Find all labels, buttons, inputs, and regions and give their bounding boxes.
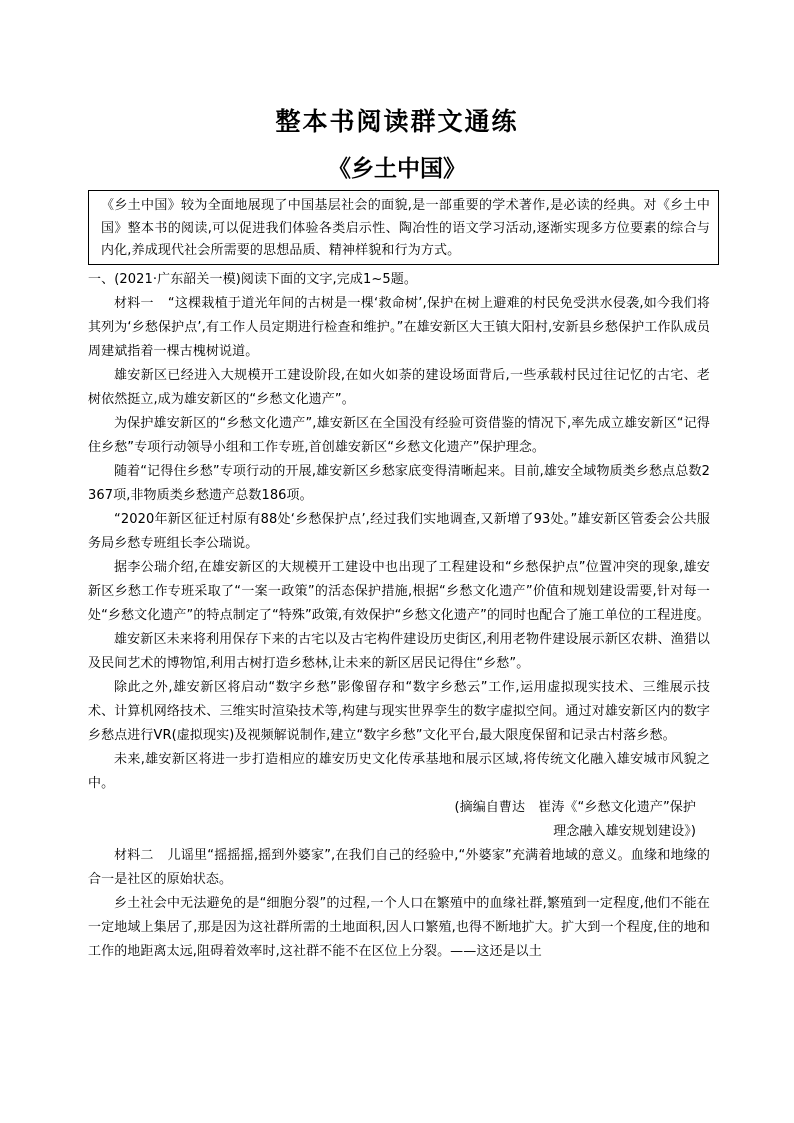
material1-paragraph-4: 随着“记得住乡愁”专项行动的开展,雄安新区乡愁家底变得清晰起来。目前,雄安全域物质类乡愁点总数2 367项,非物质类乡愁遗产总数186项。 — [88, 464, 710, 503]
material1-paragraph-6: 据李公瑞介绍,在雄安新区的大规模开工建设中也出现了工程建设和“乡愁保护点”位置冲突的现象,雄安新区乡愁工作专班采取了“一案一政策”的活态保护措施,根据“乡愁文化遗产”价值和规划建设需要,针对每一处“乡愁文化遗产”的特点制定了“特殊”政策,有效保护“乡愁文化遗产”的同时也配合了施工单位的工程进度。 — [88, 560, 710, 623]
material2-paragraph-2: 乡土社会中无法避免的是“细胞分裂”的过程,一个人口在繁殖中的血缘社群,繁殖到一定程度,他们不能在一定地域上集居了,那是因为这社群所需的土地面积,因人口繁殖,也得不断地扩大。扩大到一个程度,住的地和工作的地距离太远,阻碍着效率时,这社群不能不在区位上分裂。——这还是以土 — [88, 896, 710, 959]
material1-paragraph-5: “2020年新区征迁村原有88处‘乡愁保护点’,经过我们实地调查,又新增了93处。”雄安新区管委会公共服务局乡愁专班组长李公瑞说。 — [88, 512, 710, 551]
material1-text-1: “这棵栽植于道光年间的古树是一棵‘救命树’,保护在树上避难的村民免受洪水侵袭,如今我们将其列为‘乡愁保护点’,有工作人员定期进行检查和维护。”在雄安新区大王镇大阳村,安新县乡愁保护工作队成员周建斌指着一棵古槐树说道。 — [88, 296, 710, 359]
reading-body — [88, 268, 710, 964]
material1-paragraph-2: 雄安新区已经进入大规模开工建设阶段,在如火如荼的建设场面背后,一些承载村民过往记忆的古宅、老树依然挺立,成为雄安新区的“乡愁文化遗产”。 — [88, 368, 710, 407]
material1-paragraph-3: 为保护雄安新区的“乡愁文化遗产”,雄安新区在全国没有经验可资借鉴的情况下,率先成立雄安新区“记得住乡愁”专项行动领导小组和工作专班,首创雄安新区“乡愁文化遗产”保护理念。 — [88, 416, 710, 455]
material2-label: 材料二 — [114, 848, 154, 863]
material1-paragraph-8: 除此之外,雄安新区将启动“数字乡愁”影像留存和“数字乡愁云”工作,运用虚拟现实技术、三维展示技术、计算机网络技术、三维实时渲染技术等,构建与现实世界孪生的数字虚拟空间。通过对雄安新区内的数字乡愁点进行VR(虚拟现实)及视频解说制作,建立“数字乡愁”文化平台,最大限度保留和记录古村落乡愁。 — [88, 680, 710, 743]
page-title: 整本书阅读群文通练 — [275, 107, 519, 136]
material2-paragraph-1 — [88, 844, 710, 892]
intro-box — [88, 190, 719, 265]
page-subtitle: 《乡土中国》 — [328, 156, 466, 182]
question-heading: 一、(2021·广东韶关一模)阅读下面的文字,完成1~5题。 — [88, 272, 417, 287]
material1-paragraph-7: 雄安新区未来将利用保存下来的古宅以及古宅构件建设历史街区,利用老物件建设展示新区农耕、渔猎以及民间艺术的博物馆,利用古树打造乡愁林,让未来的新区居民记得住“乡愁”。 — [88, 632, 710, 671]
source-citation-line-2: 理念融入雄安规划建设》) — [553, 824, 696, 839]
material2-text-1: 儿谣里“摇摇摇,摇到外婆家”,在我们自己的经验中,“外婆家”充满着地域的意义。血缘和地缘的合一是社区的原始状态。 — [88, 848, 710, 887]
material1-paragraph-9: 未来,雄安新区将进一步打造相应的雄安历史文化传承基地和展示区域,将传统文化融入雄安城市风貌之中。 — [88, 752, 710, 791]
intro-text: 《乡土中国》较为全面地展现了中国基层社会的面貌,是一部重要的学术著作,是必读的经典。对《乡土中国》整本书的阅读,可以促进我们体验各类启示性、陶冶性的语文学习活动,逐渐实现多方位要素的综合与内化,养成现代社会所需要的思想品质、精神样貌和行为方式。 — [101, 198, 710, 258]
material1-label: 材料一 — [114, 296, 154, 311]
source-citation-line-1: (摘编自曹达 崔涛《“乡愁文化遗产”保护 — [454, 800, 696, 815]
material1-paragraph-1 — [88, 292, 710, 364]
